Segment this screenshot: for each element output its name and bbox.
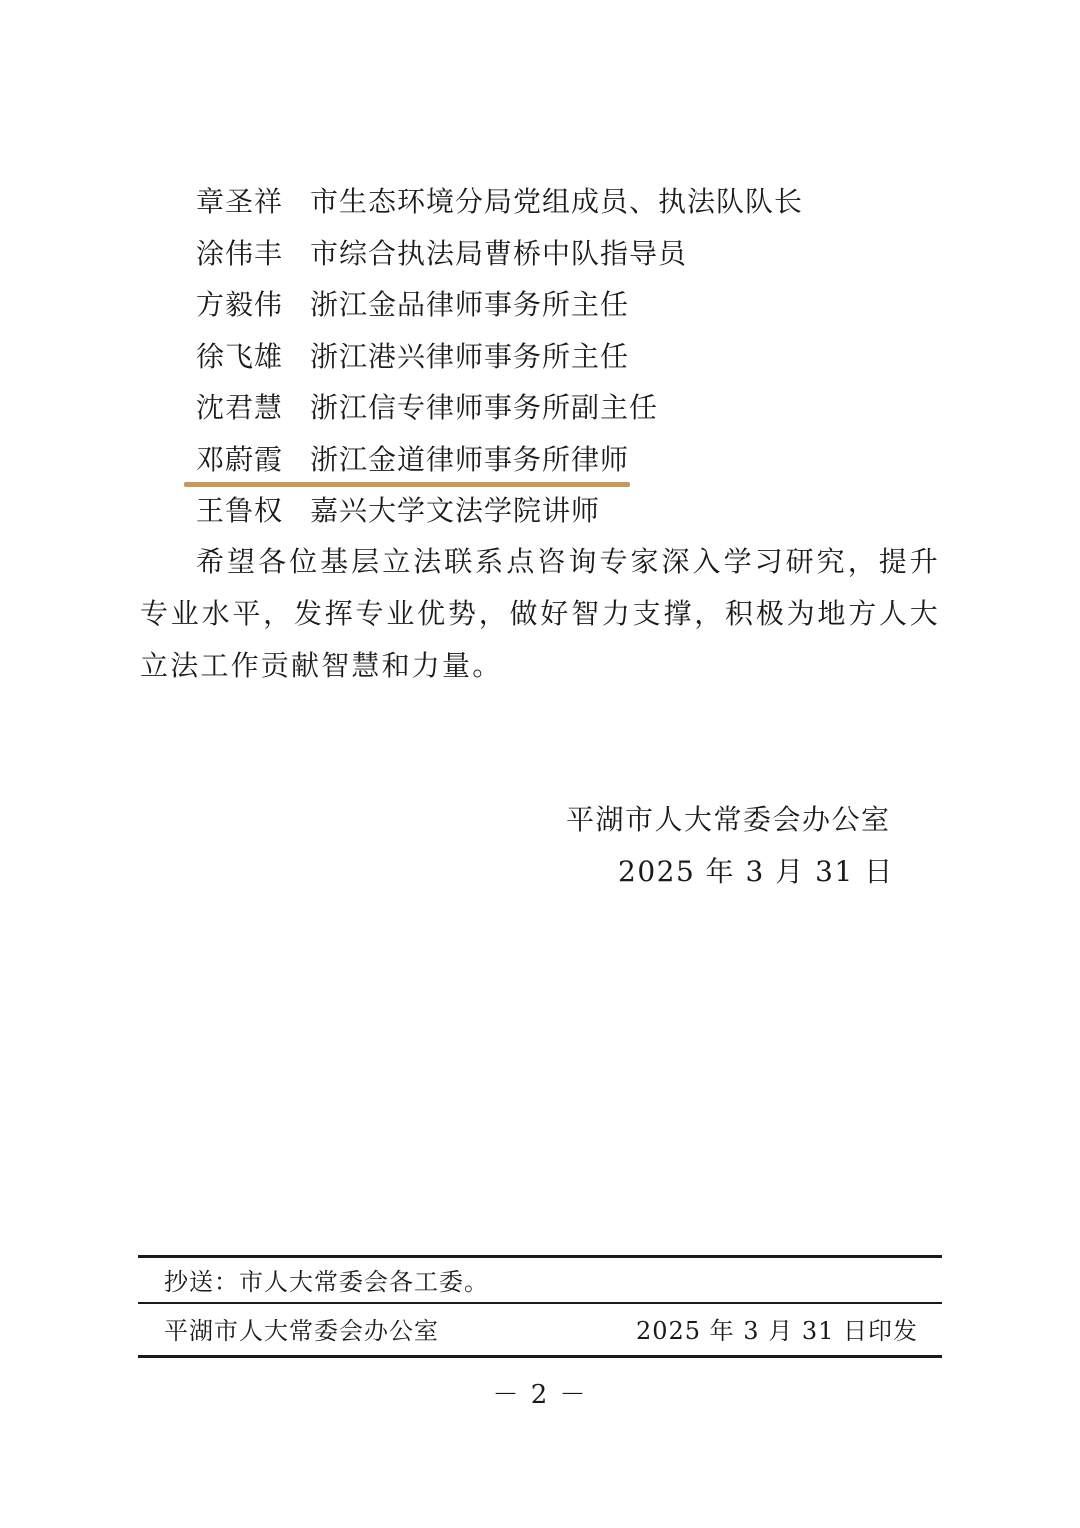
member-title: 浙江港兴律师事务所主任: [310, 339, 630, 373]
issue-date: 2025 年 3 月 31 日印发: [635, 1316, 918, 1345]
signature-date: 2025 年 3 月 31 日: [618, 855, 894, 888]
page-number: － 2 －: [492, 1380, 588, 1410]
member-name: 涂伟丰: [196, 236, 284, 270]
member-row: [196, 228, 956, 280]
member-row: [196, 176, 956, 228]
member-row: [196, 331, 956, 383]
issuing-organization: 平湖市人大常委会办公室: [164, 1316, 439, 1345]
member-row-highlighted: [196, 434, 956, 486]
member-title: 浙江金道律师事务所律师: [310, 442, 630, 476]
member-name: 邓蔚霞: [196, 442, 284, 476]
member-title: 嘉兴大学文法学院讲师: [310, 494, 601, 527]
member-title: 市综合执法局曹桥中队指导员: [310, 236, 688, 270]
member-name: 徐飞雄: [196, 339, 284, 373]
member-name: 方毅伟: [196, 288, 284, 321]
expert-member-list: [196, 176, 956, 537]
cc-line: 抄送：市人大常委会各工委。: [164, 1268, 489, 1296]
member-name: 沈君慧: [196, 391, 284, 424]
member-row: [196, 279, 956, 331]
signature-organization: 平湖市人大常委会办公室: [566, 803, 891, 836]
document-footer: [138, 1255, 942, 1358]
member-title: 浙江金品律师事务所主任: [310, 288, 630, 321]
member-name: 章圣祥: [196, 185, 284, 218]
member-row: [196, 382, 956, 434]
closing-paragraph: 希望各位基层立法联系点咨询专家深入学习研究，提升专业水平，发挥专业优势，做好智力支撑，积极为地方人大立法工作贡献智慧和力量。: [140, 545, 940, 682]
member-title: 市生态环境分局党组成员、执法队队长: [310, 185, 804, 218]
issue-line: [138, 1304, 942, 1355]
member-row: [196, 485, 956, 537]
member-title: 浙江信专律师事务所副主任: [310, 391, 659, 424]
member-name: 王鲁权: [196, 494, 284, 527]
